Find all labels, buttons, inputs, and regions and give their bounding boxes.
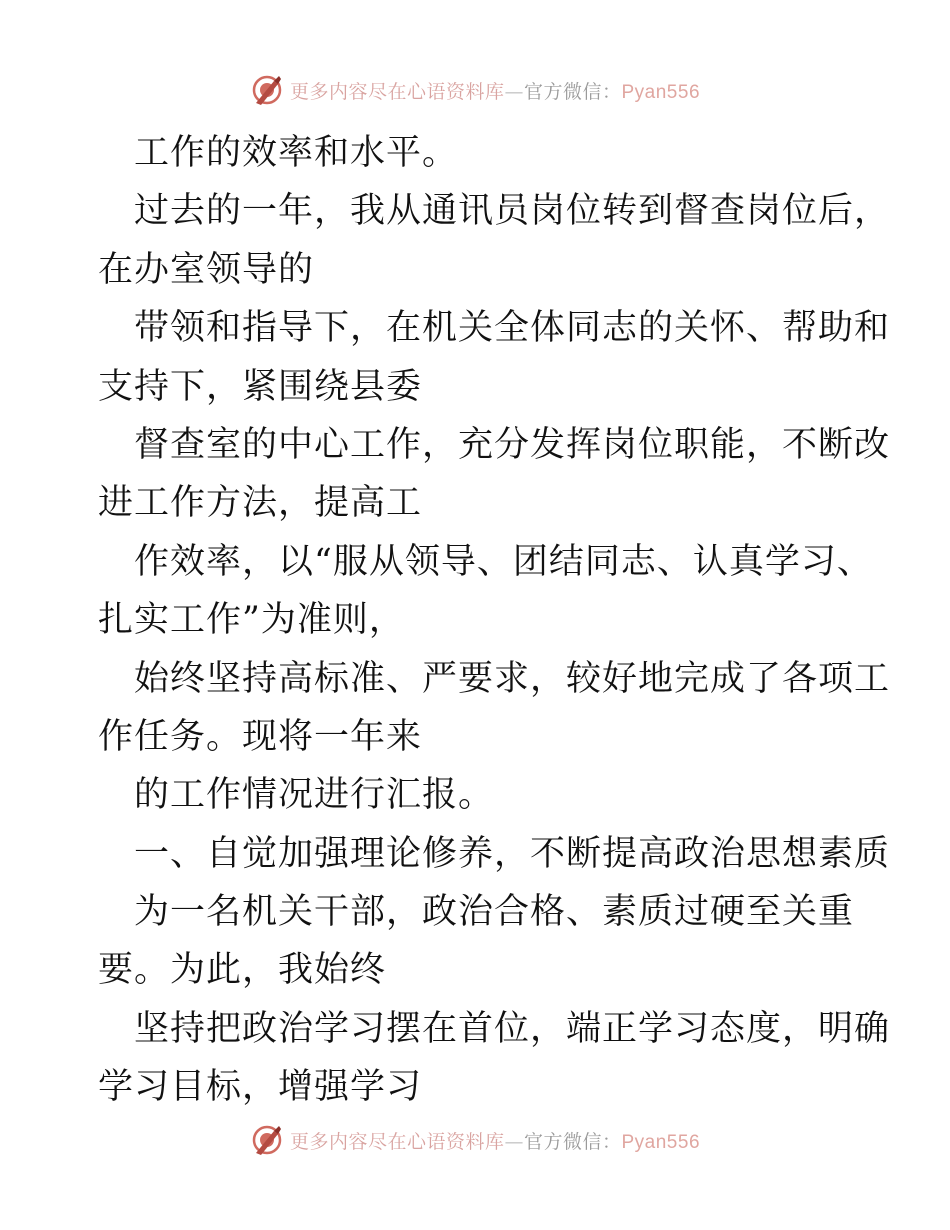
body-line: 为一名机关干部，政治合格、素质过硬至关重 — [134, 892, 855, 933]
pen-logo-icon — [250, 1123, 284, 1157]
body-line: 的工作情况进行汇报。 — [134, 775, 495, 816]
body-line: 一、自觉加强理论修养，不断提高政治思想素质 — [134, 833, 891, 874]
body-line: 学习目标，增强学习 — [98, 1067, 423, 1108]
body-line: 工作的效率和水平。 — [134, 133, 459, 173]
header-watermark — [0, 70, 950, 110]
body-line: 始终坚持高标准、严要求，较好地完成了各项工 — [134, 658, 891, 699]
body-line: 在办室领导的 — [98, 249, 315, 290]
body-line: 进工作方法，提高工 — [98, 483, 423, 524]
body-line: 扎实工作”为准则， — [98, 600, 405, 641]
body-line: 坚持把政治学习摆在首位，端正学习态度，明确 — [134, 1008, 891, 1049]
body-line: 作任务。现将一年来 — [98, 716, 423, 757]
watermark-chinese: 更多内容尽在心语资料库 — [289, 80, 505, 103]
body-line: 督查室的中心工作，充分发挥岗位职能，不断改 — [134, 424, 891, 465]
body-line: 作效率，以“服从领导、团结同志、认真学习、 — [134, 541, 873, 582]
document-body — [98, 124, 891, 1117]
watermark-text — [290, 1127, 700, 1154]
watermark-separator: — — [504, 80, 524, 103]
watermark-separator: — — [504, 1130, 524, 1153]
footer-watermark — [0, 1120, 950, 1160]
watermark-wechat-label: 官方微信： — [523, 1130, 622, 1153]
watermark-wechat-id: Pyan556 — [621, 1131, 701, 1153]
pen-logo-icon — [250, 73, 284, 107]
watermark-wechat-id: Pyan556 — [621, 81, 701, 103]
watermark-text — [290, 77, 700, 104]
watermark-chinese: 更多内容尽在心语资料库 — [289, 1130, 505, 1153]
body-line: 过去的一年，我从通讯员岗位转到督查岗位后， — [134, 191, 891, 232]
body-line: 带领和指导下，在机关全体同志的关怀、帮助和 — [134, 308, 891, 349]
body-line: 要。为此，我始终 — [98, 950, 387, 991]
body-line: 支持下，紧围绕县委 — [98, 366, 423, 407]
watermark-wechat-label: 官方微信： — [523, 80, 622, 103]
